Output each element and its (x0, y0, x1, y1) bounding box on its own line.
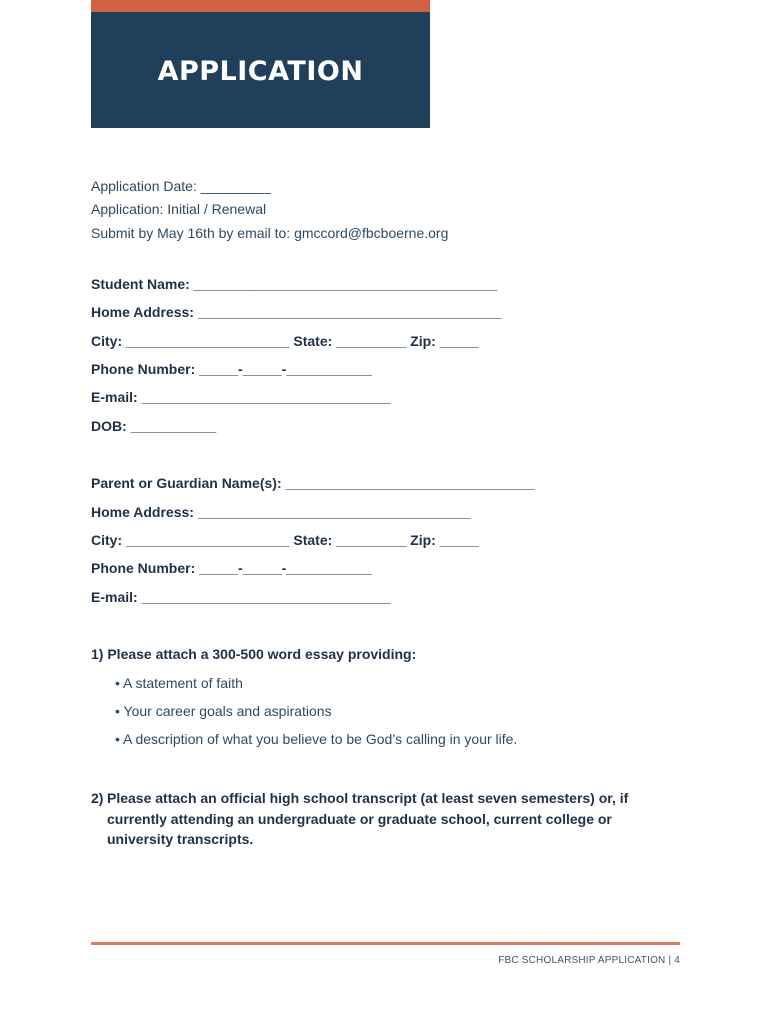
header-banner (91, 0, 430, 128)
student-address-field[interactable]: Home Address: _______________________________________ (91, 304, 502, 320)
student-email-field[interactable]: E-mail: ________________________________ (91, 389, 391, 405)
essay-instruction: 1) Please attach a 300-500 word essay providing: (91, 646, 417, 662)
footer-divider (91, 942, 680, 945)
essay-bullet-calling: • A description of what you believe to be God’s calling in your life. (115, 731, 518, 747)
parent-address-field[interactable]: Home Address: ___________________________________ (91, 504, 471, 520)
parent-name-field[interactable]: Parent or Guardian Name(s): ________________________________ (91, 475, 535, 491)
parent-phone-field[interactable]: Phone Number: _____-_____-___________ (91, 560, 372, 576)
parent-email-field[interactable]: E-mail: ________________________________ (91, 589, 391, 605)
student-phone-field[interactable]: Phone Number: _____-_____-___________ (91, 361, 372, 377)
student-city-state-zip-field[interactable]: City: _____________________ State: _________ Zip: _____ (91, 333, 479, 349)
essay-bullet-faith: • A statement of faith (115, 675, 243, 691)
application-date: Application Date: _________ (91, 178, 271, 194)
header-accent-bar (91, 0, 430, 12)
parent-city-state-zip-field[interactable]: City: _____________________ State: _________ Zip: _____ (91, 532, 479, 548)
transcript-instruction (91, 788, 651, 850)
transcript-number: 2) (91, 790, 104, 806)
footer-label: FBC SCHOLARSHIP APPLICATION | 4 (498, 955, 680, 966)
essay-bullet-career: • Your career goals and aspirations (115, 703, 332, 719)
application-type: Application: Initial / Renewal (91, 201, 267, 217)
submission-instructions: Submit by May 16th by email to: gmccord@fbcboerne.org (91, 225, 449, 241)
page-title: APPLICATION (157, 56, 364, 87)
transcript-text: Please attach an official high school transcript (at least seven semesters) or, if currently attending an undergraduate or graduate school, current college or university transcripts. (107, 790, 629, 847)
student-dob-field[interactable]: DOB: ___________ (91, 418, 217, 434)
student-name-field[interactable]: Student Name: _______________________________________ (91, 276, 498, 292)
